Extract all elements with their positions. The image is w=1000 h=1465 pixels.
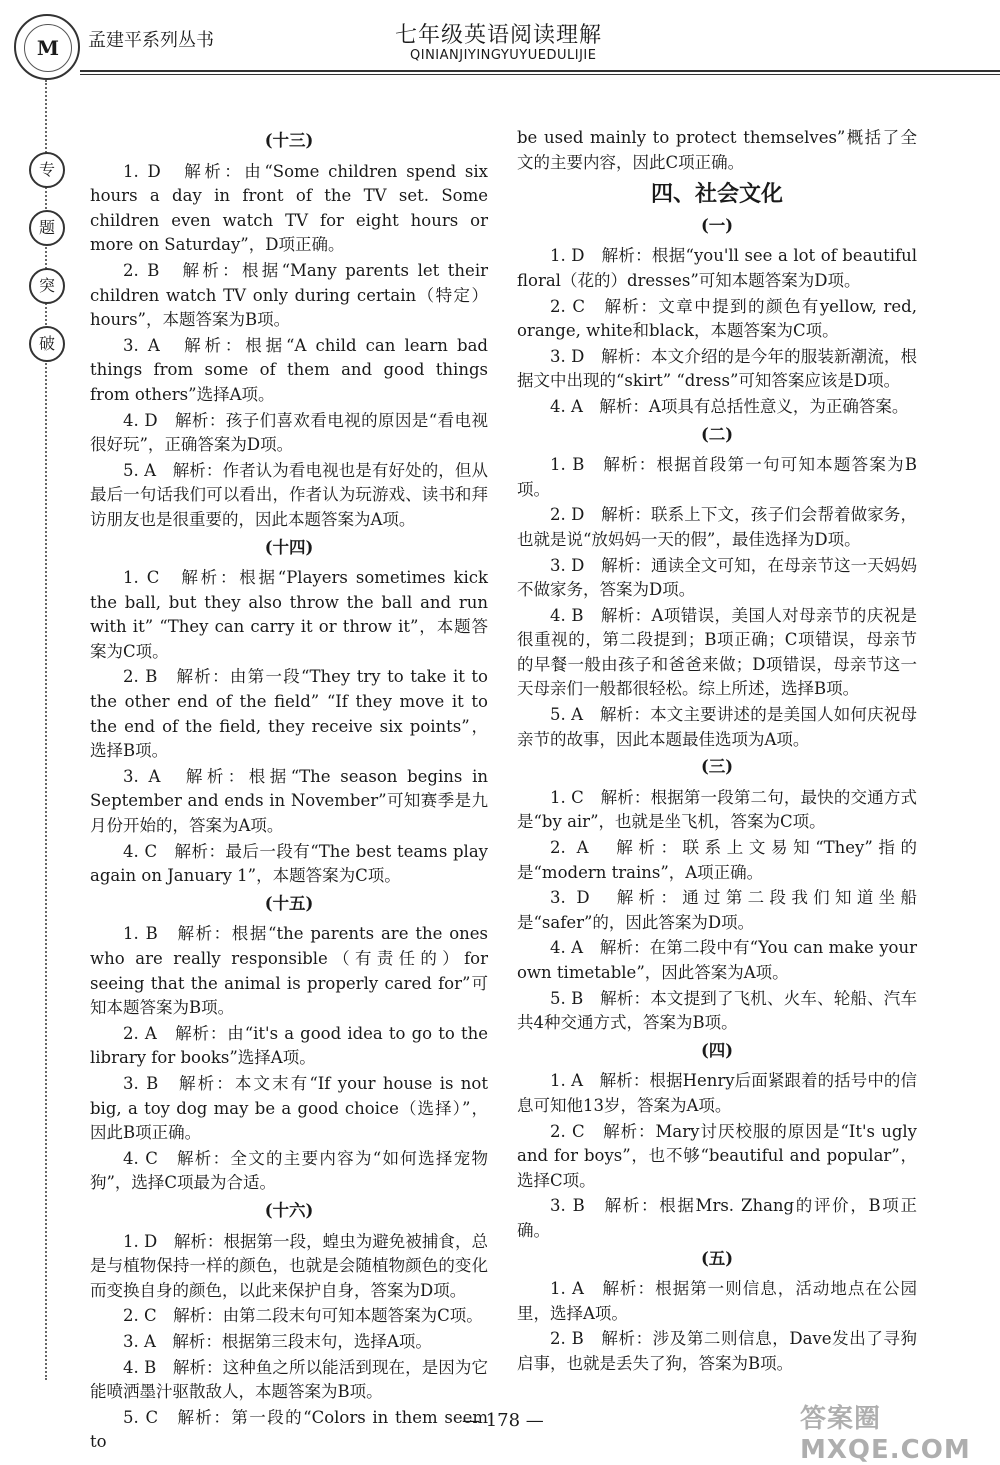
section-heading: (十六): [264, 1200, 314, 1220]
answer-item: 4. B 解析：这种鱼之所以能活到现在，是因为它能喷洒墨汁驱散敌人，本题答案为B项。: [90, 1357, 488, 1402]
answer-item: 4. A 解析：A项具有总括性意义，为正确答案。: [550, 396, 909, 416]
side-decoration-char: 突: [29, 268, 65, 304]
answer-item: 3. D 解析：通过第二段我们知道坐船是“safer”的，因此答案为D项。: [517, 888, 917, 932]
answer-item: 4. C 解析：最后一段有“The best teams play again on January 1”，本题答案为C项。: [90, 841, 488, 886]
publisher-logo: [14, 14, 80, 80]
answer-item: 1. B 解析：根据“the parents are the ones who are really responsible（有责任的）for seeing that the animal is properly cared for”可知本题答案为B项。: [90, 924, 488, 1018]
answer-item: 2. B 解析：根据“Many parents let their children watch TV only during certain（特定）hours”，本题答案为B项。: [90, 260, 488, 330]
series-name: 孟建平系列丛书: [88, 30, 214, 51]
answer-item: 2. C 解析：文章中提到的颜色有yellow, red, orange, white和black，本题答案为C项。: [517, 296, 917, 341]
page-header: [0, 0, 1000, 80]
book-title: 七年级英语阅读理解: [395, 23, 603, 48]
section-heading: (十四): [264, 537, 314, 557]
answer-item: 5. C 解析：第一段的“Colors in them seem to: [90, 1407, 488, 1452]
answer-item: 3. A 解析：根据“A child can learn bad things from some of them and good things from others”选择A项。: [90, 335, 488, 404]
answer-item: 3. A 解析：根据“The season begins in September and ends in November”可知赛季是九月份开始的，答案为A项。: [90, 766, 488, 836]
section-heading: (一): [700, 215, 734, 235]
header-rule: [80, 70, 1000, 72]
answer-item: 3. A 解析：根据第三段末句，选择A项。: [123, 1331, 432, 1351]
section-heading: (十五): [264, 893, 314, 913]
answer-item: 4. C 解析：全文的主要内容为“如何选择宠物狗”，选择C项最为合适。: [90, 1148, 488, 1193]
answer-item: 1. A 解析：根据Henry后面紧跟着的括号中的信息可知他13岁，答案为A项。: [517, 1071, 917, 1115]
answer-item: 2. C 解析：Mary讨厌校服的原因是“It's ugly and for boys”，也不够“beautiful and popular”，选择C项。: [517, 1121, 917, 1190]
answer-item: 2. A 解析：联系上文易知“They”指的是“modern trains”，A项正确。: [517, 838, 917, 882]
watermark-logo: 答案圈 MXQE.COM: [800, 1404, 971, 1465]
section-heading: (三): [700, 757, 734, 777]
answer-item: 4. B 解析：A项错误，美国人对母亲节的庆祝是很重视的，第二段提到；B项正确；C项错误，母亲节的早餐一般由孩子和爸爸来做；D项错误，母亲节这一天母亲们一般都很轻松。综上所述，选择B项。: [517, 605, 917, 699]
logo-mark: M: [24, 24, 72, 72]
answer-item: 2. B 解析：由第一段“They try to take it to the other end of the field” “If they move it to the end of the field, they receive six points”，选择B项。: [90, 667, 488, 761]
answer-item: 3. B 解析：根据Mrs. Zhang的评价，B项正确。: [517, 1196, 917, 1240]
answer-item: 1. D 解析：根据第一段，蝗虫为避免被捕食，总是与植物保持一样的颜色，也就是会随植物颜色的变化而变换自身的颜色，以此来保护自身，答案为D项。: [90, 1231, 488, 1300]
answer-continuation: be used mainly to protect themselves”概括了全文的主要内容，因此C项正确。: [517, 128, 917, 172]
answer-item: 2. B 解析：涉及第二则信息，Dave发出了寻狗启事，也就是丢失了狗，答案为B项。: [517, 1329, 917, 1373]
answer-item: 5. B 解析：本文提到了飞机、火车、轮船、汽车共4种交通方式，答案为B项。: [517, 988, 917, 1033]
side-decoration-char: 专: [29, 152, 65, 188]
section-heading: (四): [700, 1040, 734, 1060]
right-column: [517, 126, 917, 1378]
answer-item: 5. A 解析：作者认为看电视也是有好处的，但从最后一句话我们可以看出，作者认为玩游戏、读书和拜访朋友也是很重要的，因此本题答案为A项。: [90, 460, 488, 529]
answer-item: 1. A 解析：根据第一则信息，活动地点在公园里，选择A项。: [517, 1279, 917, 1323]
answer-item: 3. D 解析：本文介绍的是今年的服装新潮流，根据文中出现的“skirt” “dress”可知答案应该是D项。: [517, 346, 917, 391]
chapter-heading: 四、社会文化: [650, 182, 783, 208]
answer-item: 1. B 解析：根据首段第一句可知本题答案为B项。: [517, 455, 917, 499]
answer-item: 2. D 解析：联系上下文，孩子们会帮着做家务，也就是说“放妈妈一天的假”，最佳选择为D项。: [517, 505, 917, 549]
answer-item: 1. C 解析：根据“Players sometimes kick the ball, but they also throw the ball and run with it” “They can carry it or throw it”，本题答案为C项。: [90, 568, 488, 661]
answer-item: 1. D 解析：由“Some children spend six hours a day in front of the TV set. Some children even watch TV for eight hours or more on Saturday”，D项正确。: [90, 161, 488, 255]
left-column: [90, 126, 488, 1456]
answer-item: 2. C 解析：由第二段末句可知本题答案为C项。: [123, 1306, 483, 1326]
answer-item: 4. A 解析：在第二段中有“You can make your own timetable”，因此答案为A项。: [517, 938, 917, 982]
book-title-pinyin: QINIANJIYINGYUYUEDULIJIE: [410, 48, 597, 63]
page-number: — 178 —: [462, 1410, 544, 1431]
section-heading: (五): [700, 1248, 734, 1268]
answer-item: 1. D 解析：根据“you'll see a lot of beautiful floral（花的）dresses”可知本题答案为D项。: [517, 246, 917, 290]
section-heading: (二): [700, 424, 734, 444]
answer-item: 3. D 解析：通读全文可知，在母亲节这一天妈妈不做家务，答案为D项。: [517, 555, 917, 600]
answer-item: 2. A 解析：由“it's a good idea to go to the library for books”选择A项。: [90, 1023, 488, 1068]
answer-item: 5. A 解析：本文主要讲述的是美国人如何庆祝母亲节的故事，因此本题最佳选项为A项。: [517, 705, 917, 749]
section-heading: (十三): [264, 131, 314, 150]
answer-item: 1. C 解析：根据第一段第二句，最快的交通方式是“by air”，也就是坐飞机，答案为C项。: [517, 787, 917, 832]
side-decoration-char: 破: [29, 326, 65, 362]
header-rule-thin: [80, 74, 1000, 75]
side-decoration-char: 题: [29, 210, 65, 246]
answer-item: 3. B 解析：本文末有“If your house is not big, a toy dog may be a good choice（选择）”，因此B项正确。: [90, 1073, 488, 1143]
answer-item: 4. D 解析：孩子们喜欢看电视的原因是“看电视很好玩”，正确答案为D项。: [90, 410, 488, 455]
